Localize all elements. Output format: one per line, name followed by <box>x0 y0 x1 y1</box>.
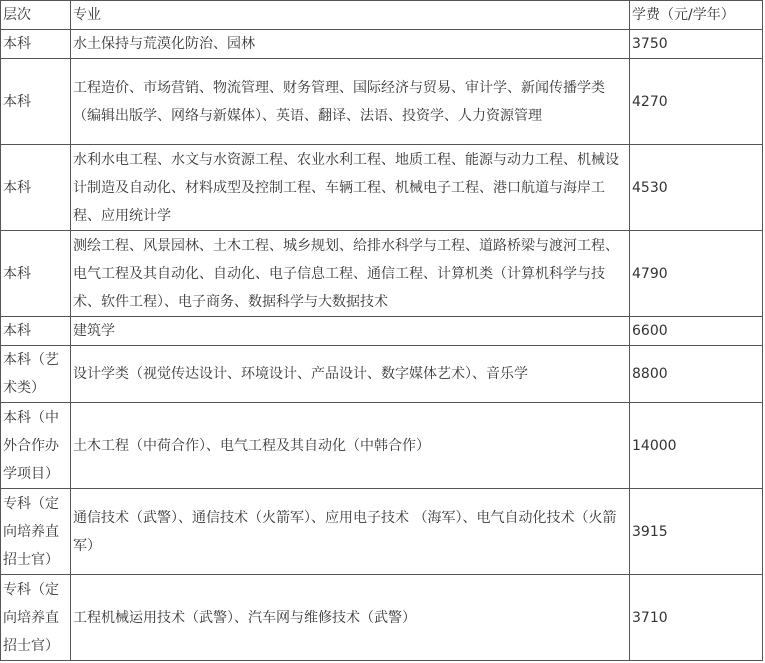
table-row <box>1 489 763 575</box>
fee-cell: 4790 <box>630 231 763 317</box>
level-cell: 专科（定向培养直招士官） <box>1 489 71 575</box>
fee-cell: 4270 <box>630 59 763 145</box>
table-header-row <box>1 1 763 30</box>
level-cell: 本科 <box>1 145 71 231</box>
majors-cell: 工程造价、市场营销、物流管理、财务管理、国际经济与贸易、审计学、新闻传播学类（编辑出版学、网络与新媒体）、英语、翻译、法语、投资学、人力资源管理 <box>71 59 630 145</box>
level-cell: 本科（中外合作办学项目） <box>1 403 71 489</box>
level-cell: 本科 <box>1 231 71 317</box>
fee-cell: 6600 <box>630 317 763 346</box>
majors-cell: 土木工程（中荷合作）、电气工程及其自动化（中韩合作） <box>71 403 630 489</box>
level-cell: 本科 <box>1 30 71 59</box>
table-row <box>1 30 763 59</box>
level-cell: 本科 <box>1 317 71 346</box>
majors-cell: 工程机械运用技术（武警）、汽车网与维修技术（武警） <box>71 575 630 661</box>
level-cell: 专科（定向培养直招士官） <box>1 575 71 661</box>
majors-cell: 水土保持与荒漠化防治、园林 <box>71 30 630 59</box>
fee-cell: 3710 <box>630 575 763 661</box>
fee-cell: 8800 <box>630 346 763 403</box>
level-cell: 本科 <box>1 59 71 145</box>
majors-cell: 通信技术（武警）、通信技术（火箭军）、应用电子技术 （海军）、电气自动化技术（火箭军） <box>71 489 630 575</box>
majors-cell: 测绘工程、风景园林、土木工程、城乡规划、给排水科学与工程、道路桥梁与渡河工程、电气工程及其自动化、自动化、电子信息工程、通信工程、计算机类（计算机科学与技术、软件工程）、电子商务、数据科学与大数据技术 <box>71 231 630 317</box>
header-level: 层次 <box>1 1 71 30</box>
fee-cell: 14000 <box>630 403 763 489</box>
majors-cell: 建筑学 <box>71 317 630 346</box>
majors-cell: 设计学类（视觉传达设计、环境设计、产品设计、数字媒体艺术）、音乐学 <box>71 346 630 403</box>
header-major: 专业 <box>71 1 630 30</box>
fee-cell: 3750 <box>630 30 763 59</box>
table-row <box>1 317 763 346</box>
table-row <box>1 575 763 661</box>
fee-cell: 3915 <box>630 489 763 575</box>
majors-cell: 水利水电工程、水文与水资源工程、农业水利工程、地质工程、能源与动力工程、机械设计制造及自动化、材料成型及控制工程、车辆工程、机械电子工程、港口航道与海岸工程、应用统计学 <box>71 145 630 231</box>
header-fee: 学费（元/学年） <box>630 1 763 30</box>
table-row <box>1 59 763 145</box>
fee-cell: 4530 <box>630 145 763 231</box>
table-row <box>1 346 763 403</box>
table-row <box>1 403 763 489</box>
level-cell: 本科（艺术类） <box>1 346 71 403</box>
table-row <box>1 231 763 317</box>
table-row <box>1 145 763 231</box>
